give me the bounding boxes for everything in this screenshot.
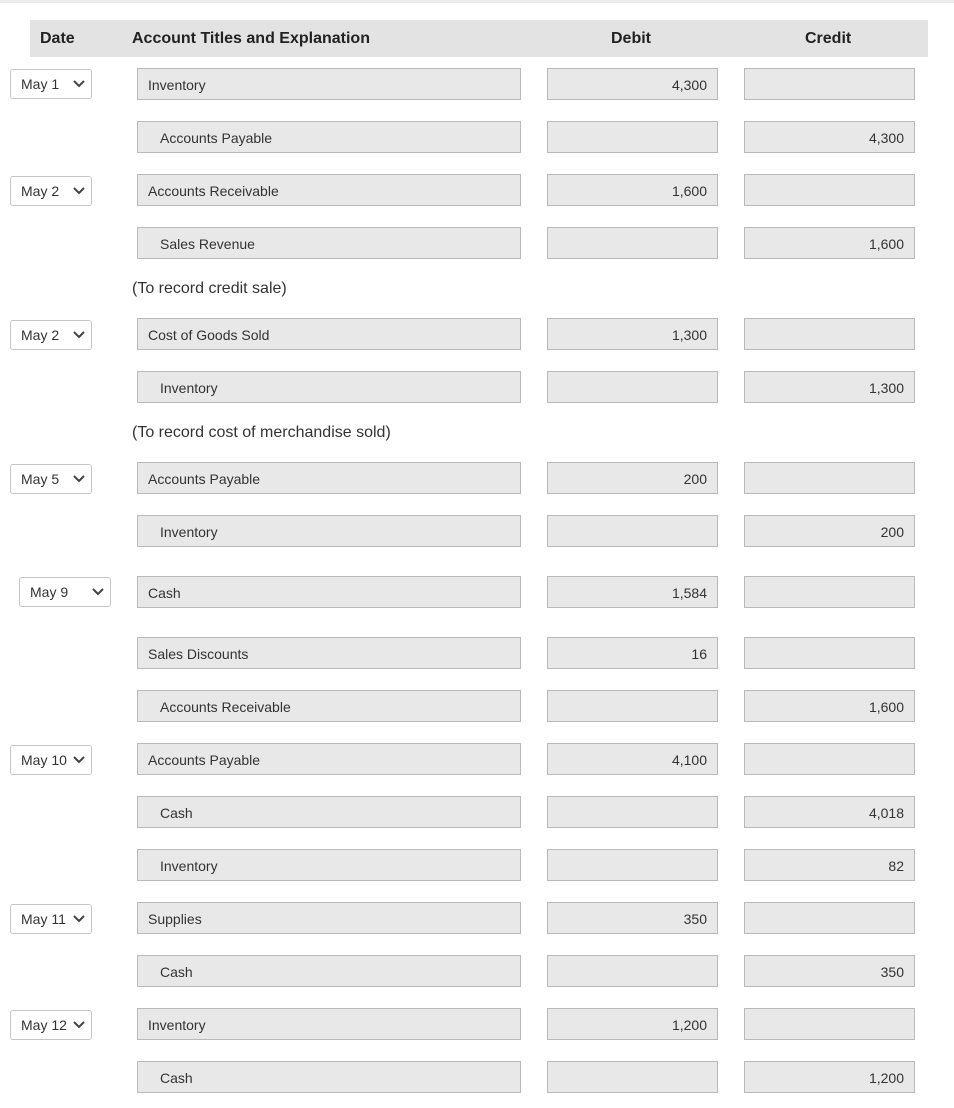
debit-input[interactable]: [547, 955, 718, 987]
chevron-down-icon: [73, 187, 85, 195]
debit-input[interactable]: [547, 227, 718, 259]
debit-input[interactable]: [547, 121, 718, 153]
account-input[interactable]: Inventory: [137, 1008, 521, 1040]
account-input[interactable]: Sales Discounts: [137, 637, 521, 669]
account-input[interactable]: Accounts Payable: [137, 462, 521, 494]
debit-input[interactable]: 1,600: [547, 174, 718, 206]
credit-input[interactable]: 1,200: [744, 1061, 915, 1093]
debit-input[interactable]: 4,100: [547, 743, 718, 775]
account-input[interactable]: Cash: [137, 1061, 521, 1093]
debit-column-header: Debit: [611, 30, 651, 47]
explanation-cost-of-merchandise: (To record cost of merchandise sold): [132, 424, 391, 441]
date-select-may-12[interactable]: May 12: [10, 1010, 92, 1040]
chevron-down-icon: [73, 756, 85, 764]
credit-input[interactable]: 1,300: [744, 371, 915, 403]
account-input[interactable]: Cash: [137, 796, 521, 828]
date-select-may-9[interactable]: May 9: [19, 577, 111, 607]
debit-input[interactable]: [547, 849, 718, 881]
date-select-may-10[interactable]: May 10: [10, 745, 92, 775]
credit-input[interactable]: [744, 637, 915, 669]
account-input[interactable]: Accounts Payable: [137, 743, 521, 775]
chevron-down-icon: [73, 475, 85, 483]
account-input[interactable]: Inventory: [137, 68, 521, 100]
debit-input[interactable]: [547, 690, 718, 722]
credit-input[interactable]: [744, 318, 915, 350]
date-select-may-1[interactable]: May 1: [10, 69, 92, 99]
account-input[interactable]: Inventory: [137, 849, 521, 881]
account-input[interactable]: Cash: [137, 955, 521, 987]
debit-input[interactable]: 1,300: [547, 318, 718, 350]
credit-input[interactable]: [744, 743, 915, 775]
date-select-may-2[interactable]: May 2: [10, 176, 92, 206]
credit-input[interactable]: [744, 462, 915, 494]
chevron-down-icon: [73, 915, 85, 923]
credit-input[interactable]: [744, 576, 915, 608]
chevron-down-icon: [92, 588, 104, 596]
debit-input[interactable]: [547, 1061, 718, 1093]
top-divider: [0, 0, 954, 3]
explanation-credit-sale: (To record credit sale): [132, 280, 287, 297]
credit-column-header: Credit: [805, 30, 852, 47]
credit-input[interactable]: 200: [744, 515, 915, 547]
credit-input[interactable]: 4,300: [744, 121, 915, 153]
debit-input[interactable]: 4,300: [547, 68, 718, 100]
debit-input[interactable]: 1,200: [547, 1008, 718, 1040]
date-column-header: Date: [40, 30, 75, 47]
account-input[interactable]: Inventory: [137, 371, 521, 403]
credit-input[interactable]: [744, 902, 915, 934]
credit-input[interactable]: [744, 68, 915, 100]
account-column-header: Account Titles and Explanation: [132, 30, 370, 47]
chevron-down-icon: [73, 80, 85, 88]
credit-input[interactable]: 82: [744, 849, 915, 881]
credit-input[interactable]: 1,600: [744, 690, 915, 722]
debit-input[interactable]: 16: [547, 637, 718, 669]
credit-input[interactable]: 4,018: [744, 796, 915, 828]
credit-input[interactable]: [744, 1008, 915, 1040]
debit-input[interactable]: [547, 371, 718, 403]
account-input[interactable]: Accounts Receivable: [137, 690, 521, 722]
date-select-may-11[interactable]: May 11: [10, 904, 92, 934]
account-input[interactable]: Accounts Receivable: [137, 174, 521, 206]
date-select-may-2[interactable]: May 2: [10, 320, 92, 350]
account-input[interactable]: Cost of Goods Sold: [137, 318, 521, 350]
account-input[interactable]: Supplies: [137, 902, 521, 934]
chevron-down-icon: [73, 331, 85, 339]
debit-input[interactable]: 200: [547, 462, 718, 494]
credit-input[interactable]: [744, 174, 915, 206]
credit-input[interactable]: 350: [744, 955, 915, 987]
date-select-may-5[interactable]: May 5: [10, 464, 92, 494]
debit-input[interactable]: [547, 515, 718, 547]
account-input[interactable]: Sales Revenue: [137, 227, 521, 259]
debit-input[interactable]: [547, 796, 718, 828]
debit-input[interactable]: 1,584: [547, 576, 718, 608]
journal-header: [30, 20, 928, 57]
chevron-down-icon: [73, 1021, 85, 1029]
account-input[interactable]: Inventory: [137, 515, 521, 547]
credit-input[interactable]: 1,600: [744, 227, 915, 259]
account-input[interactable]: Cash: [137, 576, 521, 608]
debit-input[interactable]: 350: [547, 902, 718, 934]
account-input[interactable]: Accounts Payable: [137, 121, 521, 153]
